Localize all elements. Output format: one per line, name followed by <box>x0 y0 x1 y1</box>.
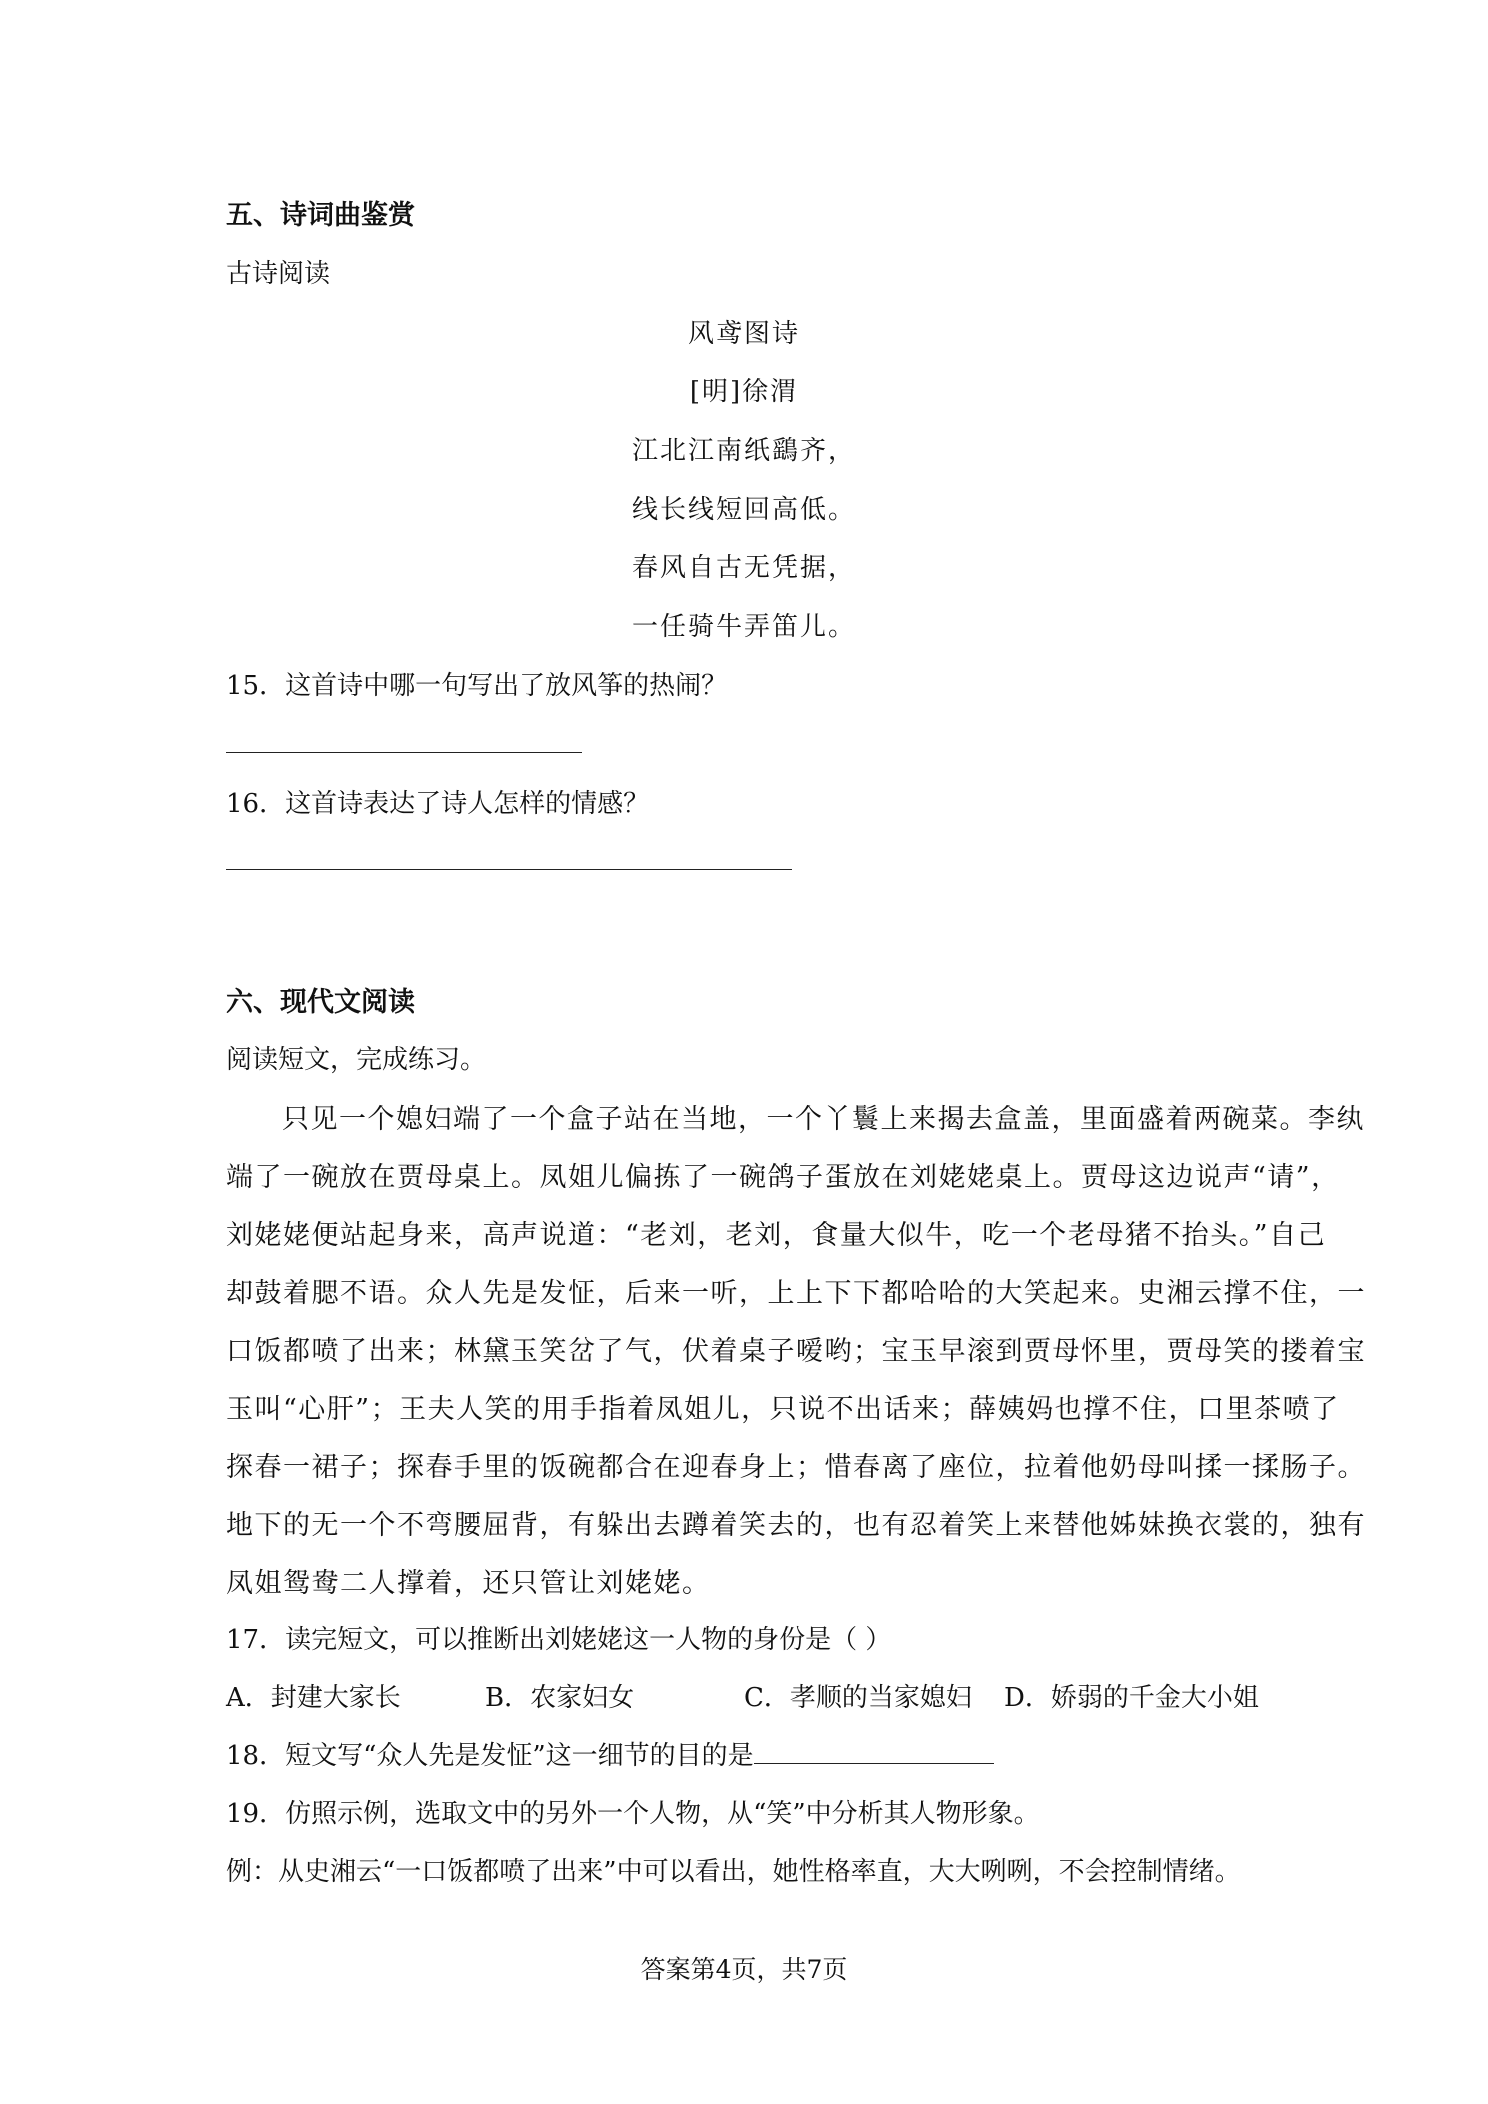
question-18-row <box>226 1735 994 1772</box>
option-a[interactable]: A．封建大家长 <box>226 1683 401 1713</box>
question-19: 19．仿照示例，选取文中的另外一个人物，从“笑”中分析其人物形象。 <box>226 1799 1040 1829</box>
passage-line: 玉叫“心肝”；王夫人笑的用手指着凤姐儿，只说不出话来；薛姨妈也撑不住，口里茶喷了 <box>226 1394 1340 1425</box>
page-footer: 答案第4页，共7页 <box>640 1955 848 1984</box>
poem-line: 江北江南纸鷂齐， <box>631 436 856 466</box>
answer-line-16[interactable] <box>226 869 792 870</box>
section6-instruction: 阅读短文，完成练习。 <box>226 1045 487 1075</box>
passage-line: 刘姥姥便站起身来，高声说道：“老刘，老刘，食量大似牛，吃一个老母猪不抬头。”自己 <box>226 1220 1327 1251</box>
question-18: 18．短文写“众人先是发怔”这一细节的目的是 <box>226 1741 754 1771</box>
passage-line: 口饭都喷了出来；林黛玉笑岔了气，伏着桌子嗳哟；宝玉早滚到贾母怀里，贾母笑的搂着宝 <box>226 1336 1366 1367</box>
passage-line: 只见一个媳妇端了一个盒子站在当地，一个丫鬟上来揭去盒盖，里面盛着两碗菜。李纨 <box>282 1104 1365 1135</box>
option-d[interactable]: D．娇弱的千金大小姐 <box>1004 1683 1259 1713</box>
poem-line: 一任骑牛弄笛儿。 <box>631 612 856 642</box>
section5-heading: 五、诗词曲鉴赏 <box>226 200 415 231</box>
passage-line: 探春一裙子；探春手里的饭碗都合在迎春身上；惜春离了座位，拉着他奶母叫揉一揉肠子。 <box>226 1452 1366 1483</box>
question-15: 15．这首诗中哪一句写出了放风筝的热闹？ <box>226 671 728 701</box>
option-b[interactable]: B．农家妇女 <box>485 1683 635 1713</box>
section6-heading: 六、现代文阅读 <box>226 987 415 1018</box>
poem-author: [明]徐渭 <box>689 377 799 407</box>
answer-blank-18[interactable] <box>754 1737 994 1764</box>
poem-line: 线长线短回高低。 <box>631 495 856 525</box>
section5-subheading: 古诗阅读 <box>226 259 331 289</box>
passage-line: 凤姐鸳鸯二人撑着，还只管让刘姥姥。 <box>226 1568 711 1599</box>
passage-line: 地下的无一个不弯腰屈背，有躲出去蹲着笑去的，也有忍着笑上来替他姊妹换衣裳的，独有 <box>226 1510 1366 1541</box>
passage-line: 却鼓着腮不语。众人先是发怔，后来一听，上上下下都哈哈的大笑起来。史湘云撑不住，一 <box>226 1278 1366 1309</box>
question-16: 16．这首诗表达了诗人怎样的情感？ <box>226 789 650 819</box>
example: 例：从史湘云“一口饭都喷了出来”中可以看出，她性格率直，大大咧咧，不会控制情绪。 <box>226 1857 1241 1887</box>
question-17: 17．读完短文，可以推断出刘姥姥这一人物的身份是（ ） <box>226 1625 892 1655</box>
poem-line: 春风自古无凭据， <box>631 553 856 583</box>
option-c[interactable]: C．孝顺的当家媳妇 <box>744 1683 972 1713</box>
poem-title: 风鸢图诗 <box>687 319 800 349</box>
passage-line: 端了一碗放在贾母桌上。凤姐儿偏拣了一碗鸽子蛋放在刘姥姥桌上。贾母这边说声“请”， <box>226 1162 1340 1193</box>
answer-line-15[interactable] <box>226 752 582 753</box>
